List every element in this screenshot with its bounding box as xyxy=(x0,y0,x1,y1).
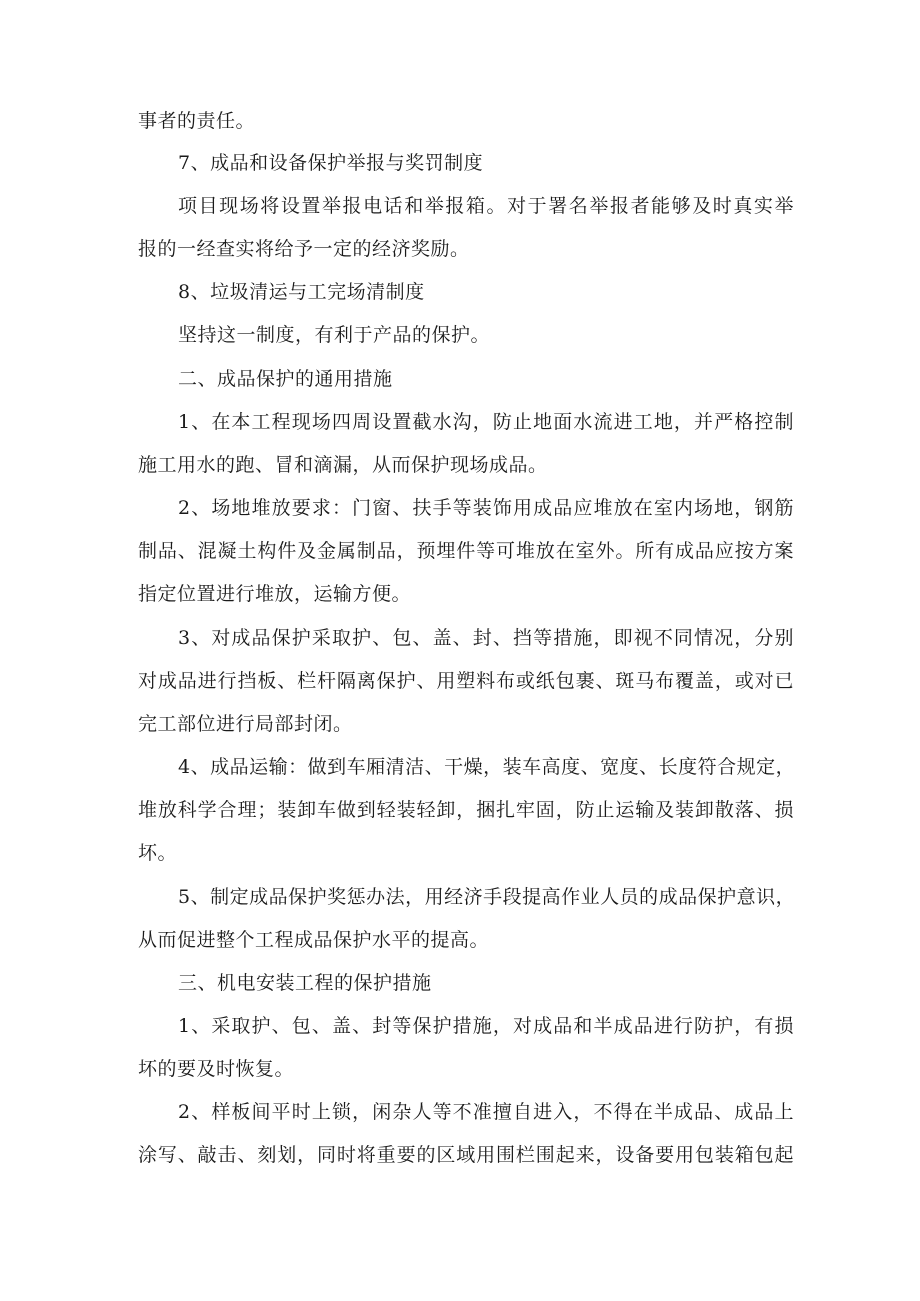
text-line: 完工部位进行局部封闭。 xyxy=(138,713,353,735)
text-line: 涂写、敲击、刻划，同时将重要的区域用围栏围起来，设备要用包装箱包起 xyxy=(138,1144,794,1166)
text-line: 制品、混凝土构件及金属制品，预埋件等可堆放在室外。所有成品应按方案 xyxy=(138,540,794,562)
text-line: 1、在本工程现场四周设置截水沟，防止地面水流进工地，并严格控制 xyxy=(178,411,794,433)
section-heading: 二、成品保护的通用措施 xyxy=(178,368,393,390)
section-heading: 8、垃圾清运与工完场清制度 xyxy=(178,281,425,303)
text-line: 3、对成品保护采取护、包、盖、封、挡等措施，即视不同情况，分别 xyxy=(178,627,794,649)
text-line: 项目现场将设置举报电话和举报箱。对于署名举报者能够及时真实举 xyxy=(178,195,794,217)
text-line: 4、成品运输：做到车厢清洁、干燥，装车高度、宽度、长度符合规定， xyxy=(178,756,796,778)
text-line: 堆放科学合理；装卸车做到轻装轻卸，捆扎牢固，防止运输及装卸散落、损 xyxy=(138,799,794,821)
text-line: 5、制定成品保护奖惩办法，用经济手段提高作业人员的成品保护意识， xyxy=(178,886,796,908)
text-line: 坏。 xyxy=(138,842,178,864)
text-line: 坚持这一制度，有利于产品的保护。 xyxy=(178,324,491,346)
section-heading: 7、成品和设备保护举报与奖罚制度 xyxy=(178,152,484,174)
section-heading: 三、机电安装工程的保护措施 xyxy=(178,972,432,994)
text-line: 施工用水的跑、冒和滴漏，从而保护现场成品。 xyxy=(138,454,548,476)
text-line: 对成品进行挡板、栏杆隔离保护、用塑料布或纸包裹、斑马布覆盖，或对已 xyxy=(138,670,794,692)
text-line: 从而促进整个工程成品保护水平的提高。 xyxy=(138,929,490,951)
text-line: 事者的责任。 xyxy=(138,110,256,132)
text-line: 报的一经查实将给予一定的经济奖励。 xyxy=(138,238,470,260)
text-line: 坏的要及时恢复。 xyxy=(138,1058,295,1080)
text-line: 指定位置进行堆放，运输方便。 xyxy=(138,583,412,605)
text-line: 1、采取护、包、盖、封等保护措施，对成品和半成品进行防护，有损 xyxy=(178,1015,794,1037)
text-line: 2、场地堆放要求：门窗、扶手等装饰用成品应堆放在室内场地，钢筋 xyxy=(178,497,794,519)
text-line: 2、样板间平时上锁，闲杂人等不准擅自进入，不得在半成品、成品上 xyxy=(178,1101,794,1123)
